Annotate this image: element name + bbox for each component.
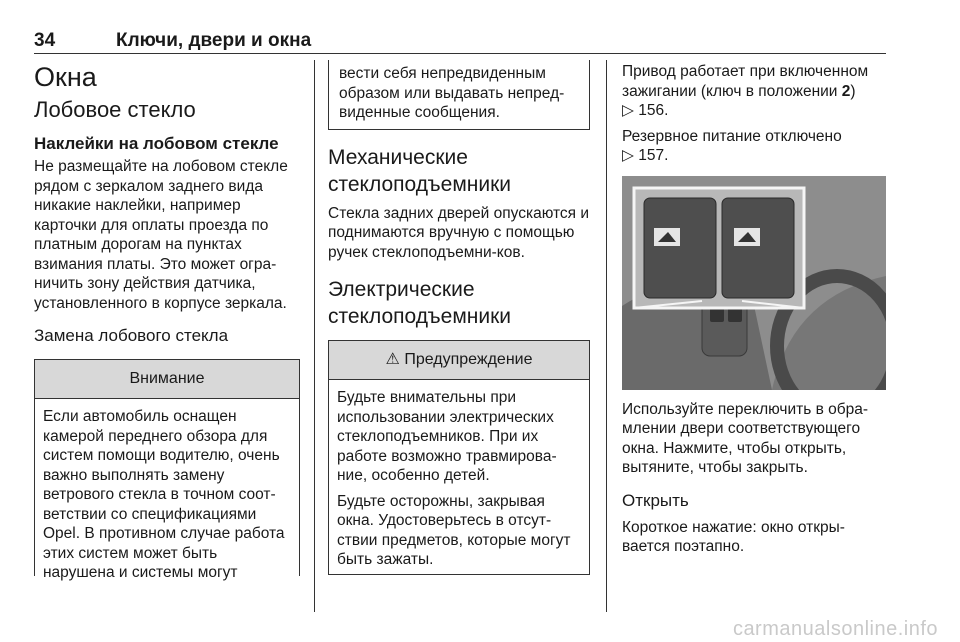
replace-heading: Замена лобового стекла <box>34 326 229 345</box>
mech-windows-text: Стекла задних дверей опускаются и поднимаются вручную с помощью ручек стеклоподъемни-ков. <box>328 204 590 261</box>
column-divider-2 <box>606 60 607 612</box>
notice-continued-box <box>328 60 590 130</box>
elec-windows-heading: Электрические стеклоподъемники <box>328 278 512 328</box>
open-text: Короткое нажатие: окно откры-вается поэтапно. <box>622 518 845 555</box>
notice-label: Внимание <box>35 360 299 399</box>
ignition-text: Привод работает при включенном зажигании (ключ в положении <box>622 63 869 100</box>
backup-text: Резервное питание отключено <box>622 127 842 145</box>
open-heading: Открыть <box>622 490 689 510</box>
column-divider-1 <box>314 60 315 612</box>
warning-text-2: Будьте осторожны, закрывая окна. Удостоверьтесь в отсут-ствии предметов, которые могут быть зажаты. <box>337 492 571 568</box>
backup-ref[interactable]: 157. <box>638 147 669 164</box>
ignition-ref[interactable]: 156. <box>638 102 669 119</box>
ignition-text-end: ) <box>850 82 856 100</box>
window-switch-photo <box>622 176 886 390</box>
column-3 <box>622 62 886 557</box>
ignition-key-position: 2 <box>841 82 851 100</box>
stickers-text: Не размещайте на лобовом стекле рядом с зеркалом заднего вида никакие наклейки, например карточки для оплаты проезда по платным дорогам на пунктах взимания платы. Это может огра-ничить зону действия датчика, установленного в корпусе зеркала. <box>34 158 288 312</box>
reference-arrow-icon: ▷ <box>622 102 634 119</box>
warning-box <box>328 340 590 575</box>
mech-windows-heading: Механические стеклоподъемники <box>328 145 512 196</box>
warning-text-1: Будьте внимательны при использовании электрических стеклоподъемников. При их работе возможно травмирова-ние, особенно детей. <box>337 389 557 484</box>
notice-box <box>34 359 300 581</box>
watermark: carmanualsonline.info <box>732 618 938 640</box>
column-2 <box>328 62 590 575</box>
page-number: 34 <box>34 30 56 51</box>
ignition-paragraph <box>622 62 886 121</box>
usage-text: Используйте переключить в обра-млении двери соответствующего окна. Нажмите, чтобы открыть, вытяните, чтобы закрыть. <box>622 400 869 476</box>
column-1 <box>34 62 300 581</box>
stickers-heading: Наклейки на лобовом стекле <box>34 134 279 153</box>
warning-icon: ⚠ <box>385 351 400 368</box>
notice-text: Если автомобиль оснащен камерой переднего обзора для систем помощи водителю, очень важно выполнять замену ветрового стекла в точном соот-ветствии со спецификациями Opel. В противном случае работа этих систем может быть нарушена и системы могут <box>43 408 285 581</box>
windshield-heading: Лобовое стекло <box>34 97 196 122</box>
warning-label: Предупреждение <box>404 351 533 368</box>
section-title: Окна <box>34 62 97 92</box>
header-rule <box>34 53 886 54</box>
notice-continued-text: вести себя непредвиденным образом или выдавать непред-виденные сообщения. <box>339 65 565 121</box>
chapter-title: Ключи, двери и окна <box>116 30 312 51</box>
backup-paragraph <box>622 127 886 166</box>
reference-arrow-icon: ▷ <box>622 147 634 164</box>
warning-header <box>329 341 589 380</box>
